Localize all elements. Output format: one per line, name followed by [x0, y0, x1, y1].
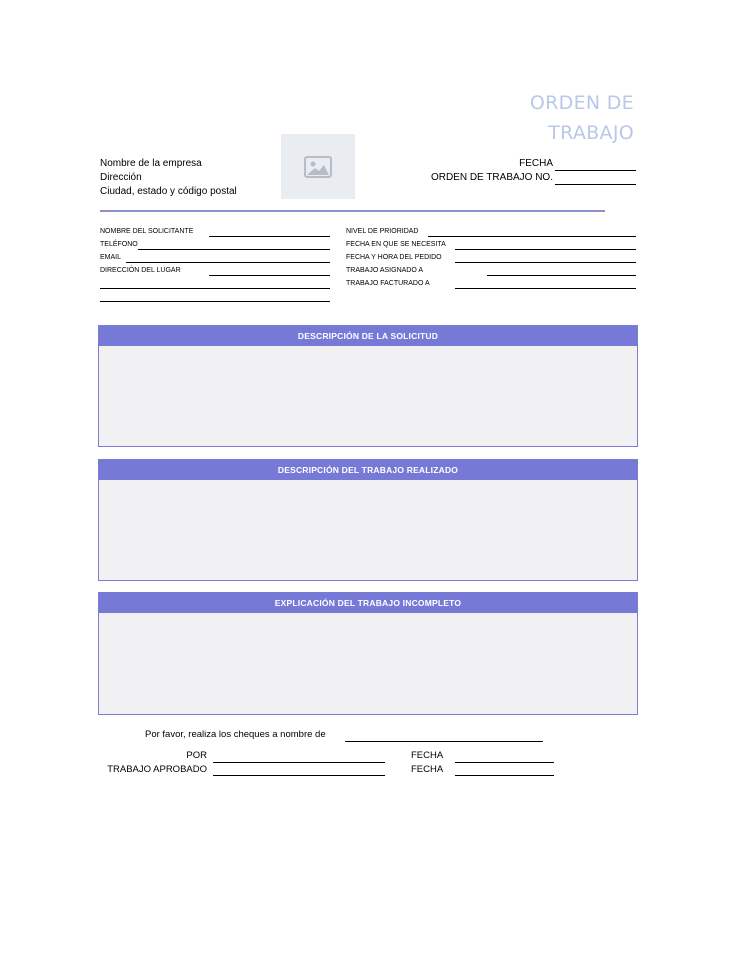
footer-date-label-2: FECHA — [411, 764, 444, 775]
logo-placeholder[interactable] — [281, 134, 355, 199]
order-datetime-label: FECHA Y HORA DEL PEDIDO — [346, 254, 442, 261]
request-section-header: DESCRIPCIÓN DE LA SOLICITUD — [99, 326, 637, 346]
location-label: DIRECCIÓN DEL LUGAR — [100, 267, 181, 274]
by-label: POR — [186, 750, 207, 761]
company-name: Nombre de la empresa — [100, 158, 202, 169]
phone-field[interactable] — [138, 249, 330, 250]
request-section-body[interactable] — [99, 346, 637, 446]
by-field[interactable] — [213, 762, 385, 763]
work-done-section-body[interactable] — [99, 480, 637, 580]
incomplete-section-body[interactable] — [99, 613, 637, 714]
requester-label: NOMBRE DEL SOLICITANTE — [100, 228, 194, 235]
email-field[interactable] — [126, 262, 330, 263]
priority-label: NIVEL DE PRIORIDAD — [346, 228, 419, 235]
phone-label: TELÉFONO — [100, 241, 138, 248]
company-address: Dirección — [100, 172, 142, 183]
location-field[interactable] — [209, 275, 330, 276]
location-field-line2[interactable] — [100, 288, 330, 289]
billed-to-field[interactable] — [455, 288, 636, 289]
request-section — [98, 325, 638, 447]
checks-payable-label: Por favor, realiza los cheques a nombre de — [145, 729, 326, 740]
work-done-section — [98, 459, 638, 581]
billed-to-label: TRABAJO FACTURADO A — [346, 280, 430, 287]
assigned-to-field[interactable] — [487, 275, 636, 276]
incomplete-section — [98, 592, 638, 715]
company-city: Ciudad, estado y código postal — [100, 186, 237, 197]
order-datetime-field[interactable] — [455, 262, 636, 263]
location-field-line3[interactable] — [100, 301, 330, 302]
document-title-line2: TRABAJO — [548, 122, 634, 144]
incomplete-section-header: EXPLICACIÓN DEL TRABAJO INCOMPLETO — [99, 593, 637, 613]
date-field[interactable] — [555, 170, 636, 171]
email-label: EMAIL — [100, 254, 122, 261]
assigned-to-label: TRABAJO ASIGNADO A — [346, 267, 424, 274]
footer-date-label-1: FECHA — [411, 750, 444, 761]
needed-date-label: FECHA EN QUE SE NECESITA — [346, 241, 446, 248]
image-icon — [304, 156, 332, 178]
date-label: FECHA — [519, 158, 553, 169]
approved-field[interactable] — [213, 775, 385, 776]
order-number-field[interactable] — [555, 184, 636, 185]
footer-date-field-2[interactable] — [455, 775, 554, 776]
priority-field[interactable] — [428, 236, 636, 237]
approved-label: TRABAJO APROBADO — [107, 764, 207, 775]
document-title-line1: ORDEN DE — [529, 92, 634, 114]
needed-date-field[interactable] — [455, 249, 636, 250]
work-done-section-header: DESCRIPCIÓN DEL TRABAJO REALIZADO — [99, 460, 637, 480]
header-divider — [100, 210, 605, 212]
order-number-label: ORDEN DE TRABAJO NO. — [430, 172, 553, 183]
checks-payable-field[interactable] — [345, 741, 543, 742]
footer-date-field-1[interactable] — [455, 762, 554, 763]
requester-field[interactable] — [209, 236, 330, 237]
